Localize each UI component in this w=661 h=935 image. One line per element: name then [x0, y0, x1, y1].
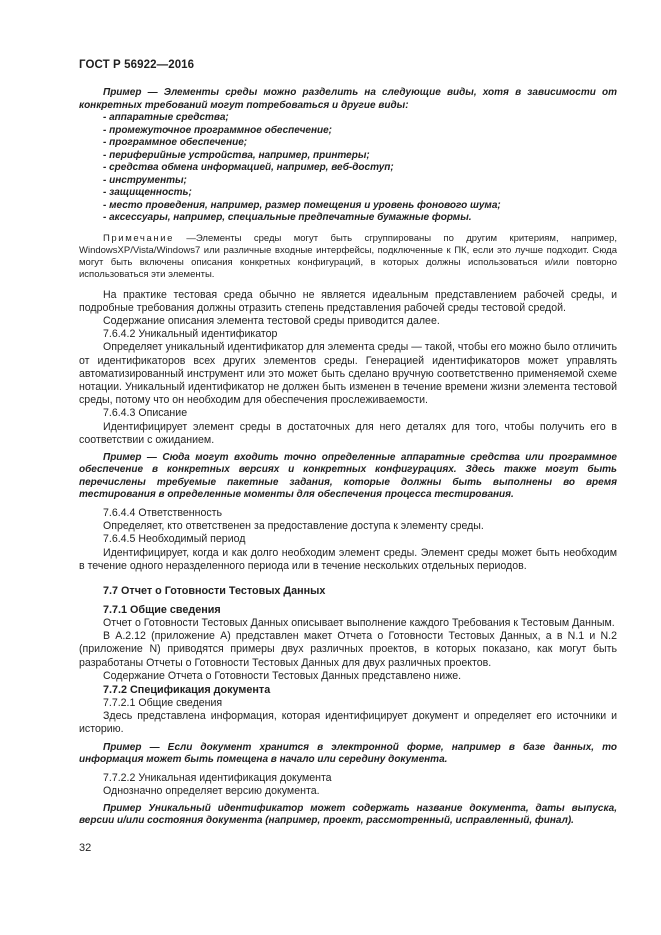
body-paragraph: Определяет уникальный идентификатор для элемента среды — такой, чтобы его можно было отличить от идентификаторов всех других элементов среды. Генерацией идентификаторов может управлять автоматизированный инструмент или это может быть сделано вручную соответственно применяемой схеме нотации. Уникальный идентификатор не должен быть изменен в течение времени жизни элемента тестовой среды, потому что он необходим для обеспечения прослеживаемости.	[79, 341, 617, 407]
document-header: ГОСТ Р 56922—2016	[79, 59, 195, 71]
list-item: - периферийные устройства, например, принтеры;	[103, 149, 370, 161]
page-content	[79, 87, 617, 828]
list-item: - защищенность;	[103, 187, 192, 198]
body-paragraph: Однозначно определяет версию документа.	[103, 784, 320, 797]
body-paragraph: Идентифицирует, когда и как долго необходим элемент среды. Элемент среды может быть необходим в течение одного неразделенного периода или в течение нескольких отдельных периодов.	[79, 546, 617, 572]
list-item: - место проведения, например, размер помещения и уровень фонового шума;	[103, 199, 501, 211]
body-paragraph: Здесь представлена информация, которая идентифицирует документ и определяет его источники и историю.	[79, 710, 617, 736]
list-item: - аксессуары, например, специальные предпечатные бумажные формы.	[103, 212, 472, 223]
example-intro: Пример — Элементы среды можно разделить на следующие виды, хотя в зависимости от конкретных требований могут потребоваться и другие виды:	[79, 87, 617, 111]
list-item: - промежуточное программное обеспечение;	[103, 124, 333, 136]
example-list	[79, 112, 617, 225]
subsection-heading: 7.7.2.2 Уникальная идентификация документа	[103, 771, 332, 784]
body-paragraph: Идентифицирует элемент среды в достаточных для него деталях для того, чтобы получить его в соответствии с ожиданием.	[79, 420, 617, 446]
body-paragraph: Содержание Отчета о Готовности Тестовых Данных представлено ниже.	[103, 669, 462, 682]
list-item: - программное обеспечение;	[103, 137, 248, 148]
body-paragraph: Отчет о Готовности Тестовых Данных описывает выполнение каждого Требования к Тестовым Данным.	[103, 616, 615, 629]
note-label: Примечание	[103, 232, 174, 244]
body-paragraph: Определяет, кто ответственен за предоставление доступа к элементу среды.	[103, 520, 484, 533]
list-item: - средства обмена информацией, например, веб-доступ;	[103, 162, 394, 173]
example-paragraph: Пример — Сюда могут входить точно определенные аппаратные средства или программное обеспечение в конкретных версиях и конкретных конфигурациях. Здесь также могут быть перечислены требуемые пакетные задания, которые должны быть выполнены во время тестирования в определенные моменты для обеспечения процесса тестирования.	[79, 451, 617, 501]
subsection-heading: 7.6.4.4 Ответственность	[103, 506, 223, 519]
note-paragraph	[79, 233, 617, 281]
page-number: 32	[79, 842, 92, 854]
body-paragraph: В А.2.12 (приложение А) представлен макет Отчета о Готовности Тестовых Данных, а в N.1 и N.2 (приложение N) приводятся примеры двух различных проектов, в которых показано, как могут быть разработаны Отчеты о Готовности Тестовых Данных для двух различных проектов.	[79, 630, 617, 669]
subsection-heading: 7.6.4.3 Описание	[103, 407, 188, 420]
subsection-heading: 7.6.4.2 Уникальный идентификатор	[103, 328, 278, 341]
list-item: - инструменты;	[103, 174, 187, 186]
example-paragraph: Пример — Если документ хранится в электронной форме, например в базе данных, то информация может быть помещена в начало или середину документа.	[79, 741, 617, 766]
example-paragraph: Пример Уникальный идентификатор может содержать название документа, даты выпуска, версии и/или состояния документа (например, проект, рассмотренный, исправленный, финал).	[79, 802, 617, 827]
section-heading: 7.7.2 Спецификация документа	[103, 683, 271, 696]
subsection-heading: 7.6.4.5 Необходимый период	[103, 533, 246, 546]
note-text: —Элементы среды могут быть сгруппированы по другим критериям, например, WindowsXP/Vista/Windows7 или различные входные интерфейсы, подключенные к ПК, если это лучше подходит. Сюда могут быть включены описания конкретных конфигураций, в которых должны использоваться и/или повторно использоваться эти элементы.	[79, 232, 617, 280]
body-paragraph: На практике тестовая среда обычно не является идеальным представлением рабочей среды, и подробные требования должны отразить степень представления рабочей среды тестовой средой.	[79, 288, 617, 314]
subsection-heading: 7.7.2.1 Общие сведения	[103, 696, 223, 709]
section-heading: 7.7 Отчет о Готовности Тестовых Данных	[103, 584, 326, 597]
section-heading: 7.7.1 Общие сведения	[103, 603, 221, 616]
body-paragraph: Содержание описания элемента тестовой среды приводится далее.	[103, 314, 440, 327]
list-item: - аппаратные средства;	[103, 112, 229, 123]
